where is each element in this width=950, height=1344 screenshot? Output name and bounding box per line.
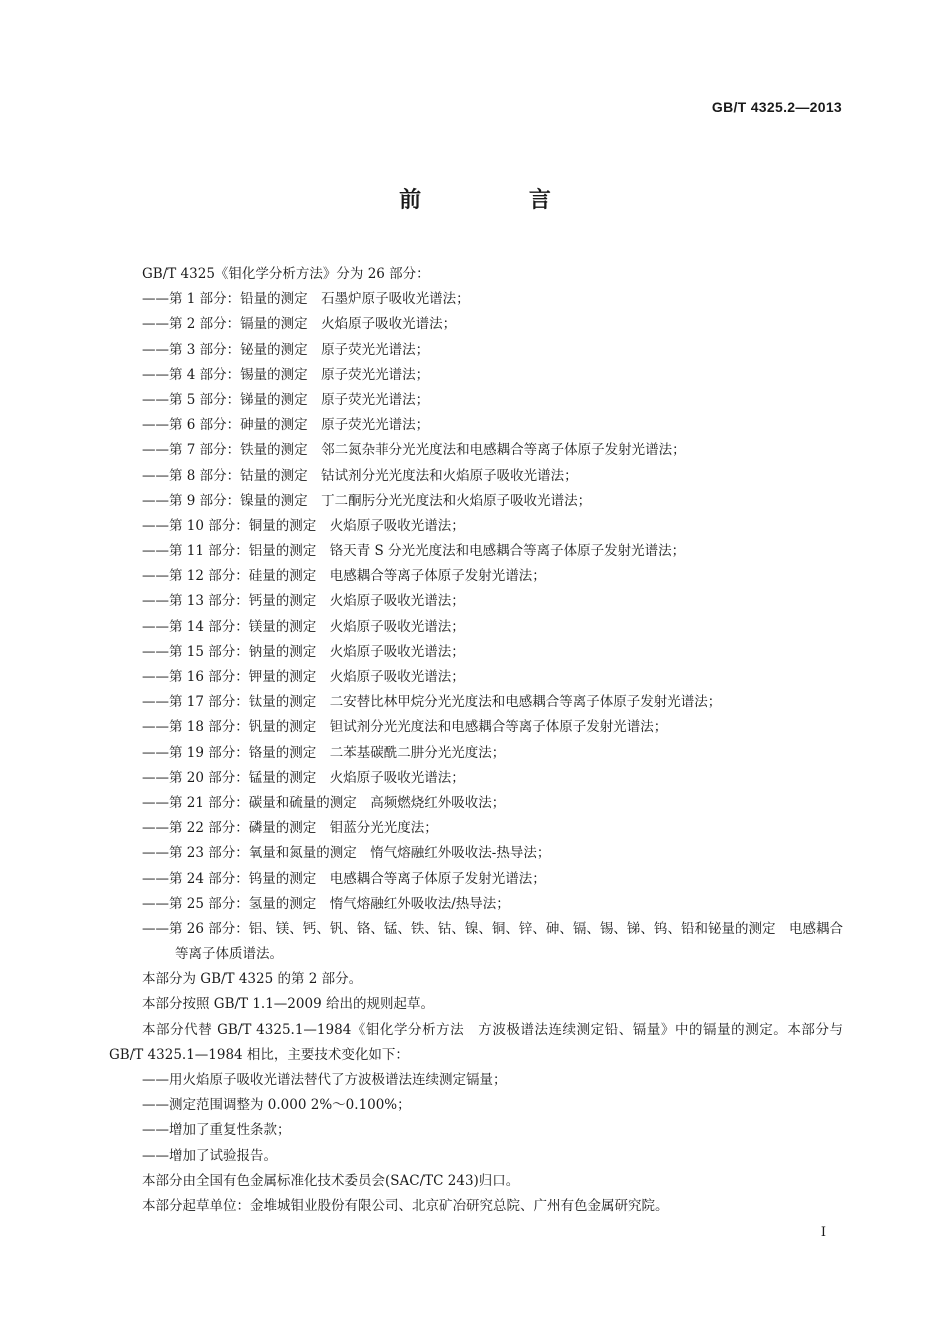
part-list-item: ——第 17 部分：钛量的测定 二安替比林甲烷分光光度法和电感耦合等离子体原子发射光谱法； <box>142 694 722 711</box>
change-list-item: ——增加了试验报告。 <box>142 1147 277 1164</box>
part-list-item: ——第 9 部分：镍量的测定 丁二酮肟分光光度法和火焰原子吸收光谱法； <box>142 492 592 509</box>
part-list-item: ——第 20 部分：锰量的测定 火焰原子吸收光谱法； <box>142 769 465 786</box>
part-list-item: ——第 4 部分：锡量的测定 原子荧光光谱法； <box>142 366 430 383</box>
paragraph-this-part: 本部分为 GB/T 4325 的第 2 部分。 <box>142 971 363 988</box>
part-26-item: ——第 26 部分：铝、镁、钙、钒、铬、锰、铁、钴、镍、铜、锌、砷、镉、锡、锑、钨、铅和铋量的测定 电感耦合等离子体质谱法。 <box>142 920 843 963</box>
parts-list <box>109 287 843 917</box>
part-list-item: ——第 19 部分：铬量的测定 二苯基碳酰二肼分光光度法； <box>142 744 506 761</box>
paragraph-drafting-rules: 本部分按照 GB/T 1.1—2009 给出的规则起草。 <box>142 996 434 1013</box>
document-body <box>109 262 843 1219</box>
changes-list <box>109 1068 843 1169</box>
paragraph-replaces: 本部分代替 GB/T 4325.1—1984《钼化学分析方法 方波极谱法连续测定铅、镉量》中的镉量的测定。本部分与 GB/T 4325.1—1984 相比，主要技术变化如下： <box>109 1021 843 1063</box>
change-list-item: ——用火焰原子吸收光谱法替代了方波极谱法连续测定镉量； <box>142 1072 507 1089</box>
change-list-item: ——测定范围调整为 0.000 2%～0.100%； <box>142 1097 411 1114</box>
paragraph-committee: 本部分由全国有色金属标准化技术委员会(SAC/TC 243)归口。 <box>142 1172 520 1189</box>
part-list-item: ——第 3 部分：铋量的测定 原子荧光光谱法； <box>142 341 430 358</box>
part-list-item: ——第 24 部分：钨量的测定 电感耦合等离子体原子发射光谱法； <box>142 870 546 887</box>
part-list-item: ——第 11 部分：铝量的测定 铬天青 S 分光光度法和电感耦合等离子体原子发射光谱法； <box>142 543 686 560</box>
part-list-item: ——第 25 部分：氢量的测定 惰气熔融红外吸收法/热导法； <box>142 895 510 912</box>
part-list-item: ——第 18 部分：钒量的测定 钽试剂分光光度法和电感耦合等离子体原子发射光谱法； <box>142 719 668 736</box>
part-list-item: ——第 2 部分：镉量的测定 火焰原子吸收光谱法； <box>142 316 457 333</box>
page-number: I <box>820 1225 826 1240</box>
page-title: 前 言 <box>399 187 601 213</box>
intro-paragraph: GB/T 4325《钼化学分析方法》分为 26 部分： <box>142 266 430 282</box>
part-list-item: ——第 1 部分：铅量的测定 石墨炉原子吸收光谱法； <box>142 291 470 308</box>
part-list-item: ——第 6 部分：砷量的测定 原子荧光光谱法； <box>142 417 430 434</box>
part-list-item: ——第 15 部分：钠量的测定 火焰原子吸收光谱法； <box>142 643 465 660</box>
part-list-item: ——第 21 部分：碳量和硫量的测定 高频燃烧红外吸收法； <box>142 794 506 811</box>
part-list-item: ——第 8 部分：钴量的测定 钴试剂分光光度法和火焰原子吸收光谱法； <box>142 467 578 484</box>
part-list-item: ——第 23 部分：氧量和氮量的测定 惰气熔融红外吸收法-热导法； <box>142 845 551 862</box>
paragraph-drafting-units: 本部分起草单位：金堆城钼业股份有限公司、北京矿冶研究总院、广州有色金属研究院。 <box>142 1198 669 1214</box>
part-list-item: ——第 16 部分：钾量的测定 火焰原子吸收光谱法； <box>142 669 465 685</box>
change-list-item: ——增加了重复性条款； <box>142 1122 291 1139</box>
part-list-item: ——第 14 部分：镁量的测定 火焰原子吸收光谱法； <box>142 618 465 635</box>
part-list-item: ——第 22 部分：磷量的测定 钼蓝分光光度法； <box>142 820 438 837</box>
part-list-item: ——第 12 部分：硅量的测定 电感耦合等离子体原子发射光谱法； <box>142 568 546 585</box>
part-list-item: ——第 10 部分：铜量的测定 火焰原子吸收光谱法； <box>142 517 465 534</box>
part-list-item: ——第 7 部分：铁量的测定 邻二氮杂菲分光光度法和电感耦合等离子体原子发射光谱法； <box>142 442 686 459</box>
part-list-item: ——第 5 部分：锑量的测定 原子荧光光谱法； <box>142 391 430 408</box>
standard-code: GB/T 4325.2—2013 <box>711 99 842 115</box>
part-list-item: ——第 13 部分：钙量的测定 火焰原子吸收光谱法； <box>142 593 465 610</box>
